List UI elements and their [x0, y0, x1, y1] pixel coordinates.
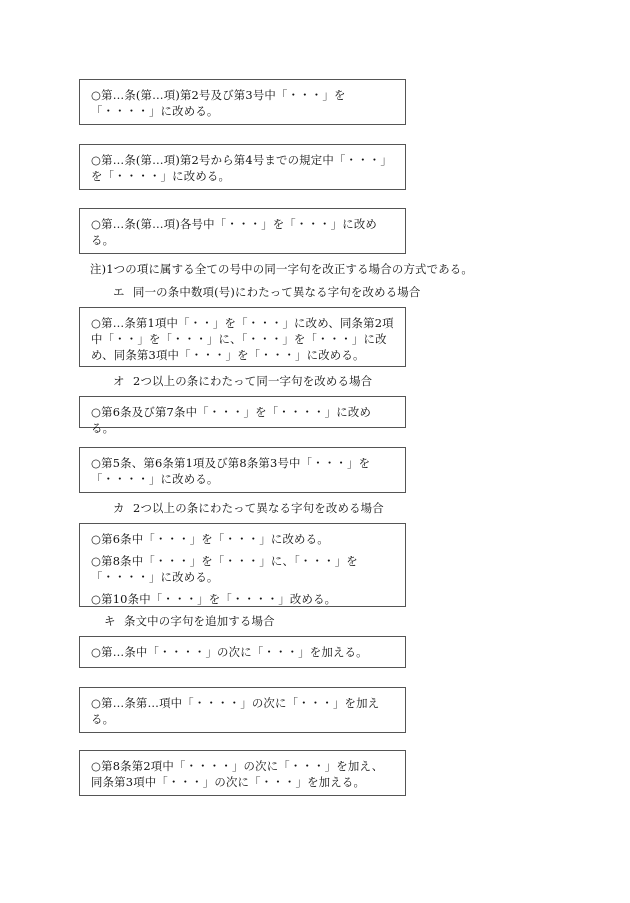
example-box-7 — [79, 523, 406, 607]
section-heading-e — [113, 284, 420, 300]
example-text: ○第10条中「・・・」を「・・・・」改める。 — [91, 592, 337, 606]
note-text: 注)1つの項に属する全ての号中の同一字句を改正する場合の方式である。 — [90, 262, 473, 276]
example-box-9 — [79, 687, 406, 733]
example-text: ○第…条(第…項)第2号及び第3号中「・・・」を「・・・・」に改める。 — [91, 88, 346, 118]
section-heading-o — [113, 373, 372, 389]
example-box-8 — [79, 636, 406, 668]
heading-mark: エ — [113, 285, 125, 299]
example-box-4 — [79, 307, 406, 367]
example-text: ○第8条第2項中「・・・・」の次に「・・・」を加え、同条第3項中「・・・」の次に「・・・」を加える。 — [91, 759, 384, 789]
example-box-10 — [79, 750, 406, 796]
example-text: ○第…条(第…項)各号中「・・・」を「・・・」に改める。 — [91, 217, 378, 247]
example-text: ○第6条及び第7条中「・・・」を「・・・・」に改める。 — [91, 405, 372, 435]
example-box-1 — [79, 79, 406, 125]
example-text: ○第8条中「・・・」を「・・・」に、「・・・」を「・・・・」に改める。 — [91, 554, 358, 584]
section-heading-ki — [104, 613, 275, 629]
example-box-5 — [79, 396, 406, 435]
example-box-3 — [79, 208, 406, 254]
heading-text: 2つ以上の条にわたって同一字句を改める場合 — [133, 374, 373, 388]
heading-mark: オ — [113, 374, 125, 388]
example-text: ○第…条第1項中「・・」を「・・・」に改め、同条第2項中「・・」を「・・・」に、「・・・」を「・・・」に改め、同条第3項中「・・・」を「・・・」に改める。 — [91, 316, 394, 362]
example-text: ○第5条、第6条第1項及び第8条第3号中「・・・」を「・・・・」に改める。 — [91, 456, 371, 486]
heading-text: 同一の条中数項(号)にわたって異なる字句を改める場合 — [133, 285, 421, 299]
heading-text: 2つ以上の条にわたって異なる字句を改める場合 — [133, 501, 384, 515]
example-text: ○第…条第…項中「・・・・」の次に「・・・」を加える。 — [91, 696, 380, 726]
heading-mark: キ — [104, 614, 116, 628]
example-text: ○第6条中「・・・」を「・・・」に改める。 — [91, 532, 329, 546]
example-text: ○第…条中「・・・・」の次に「・・・」を加える。 — [91, 645, 368, 659]
example-box-2 — [79, 144, 406, 190]
heading-text: 条文中の字句を追加する場合 — [124, 614, 275, 628]
example-box-6 — [79, 447, 406, 493]
example-text: ○第…条(第…項)第2号から第4号までの規定中「・・・」を「・・・・」に改める。 — [91, 153, 392, 183]
section-heading-ka — [113, 500, 384, 516]
heading-mark: カ — [113, 501, 125, 515]
